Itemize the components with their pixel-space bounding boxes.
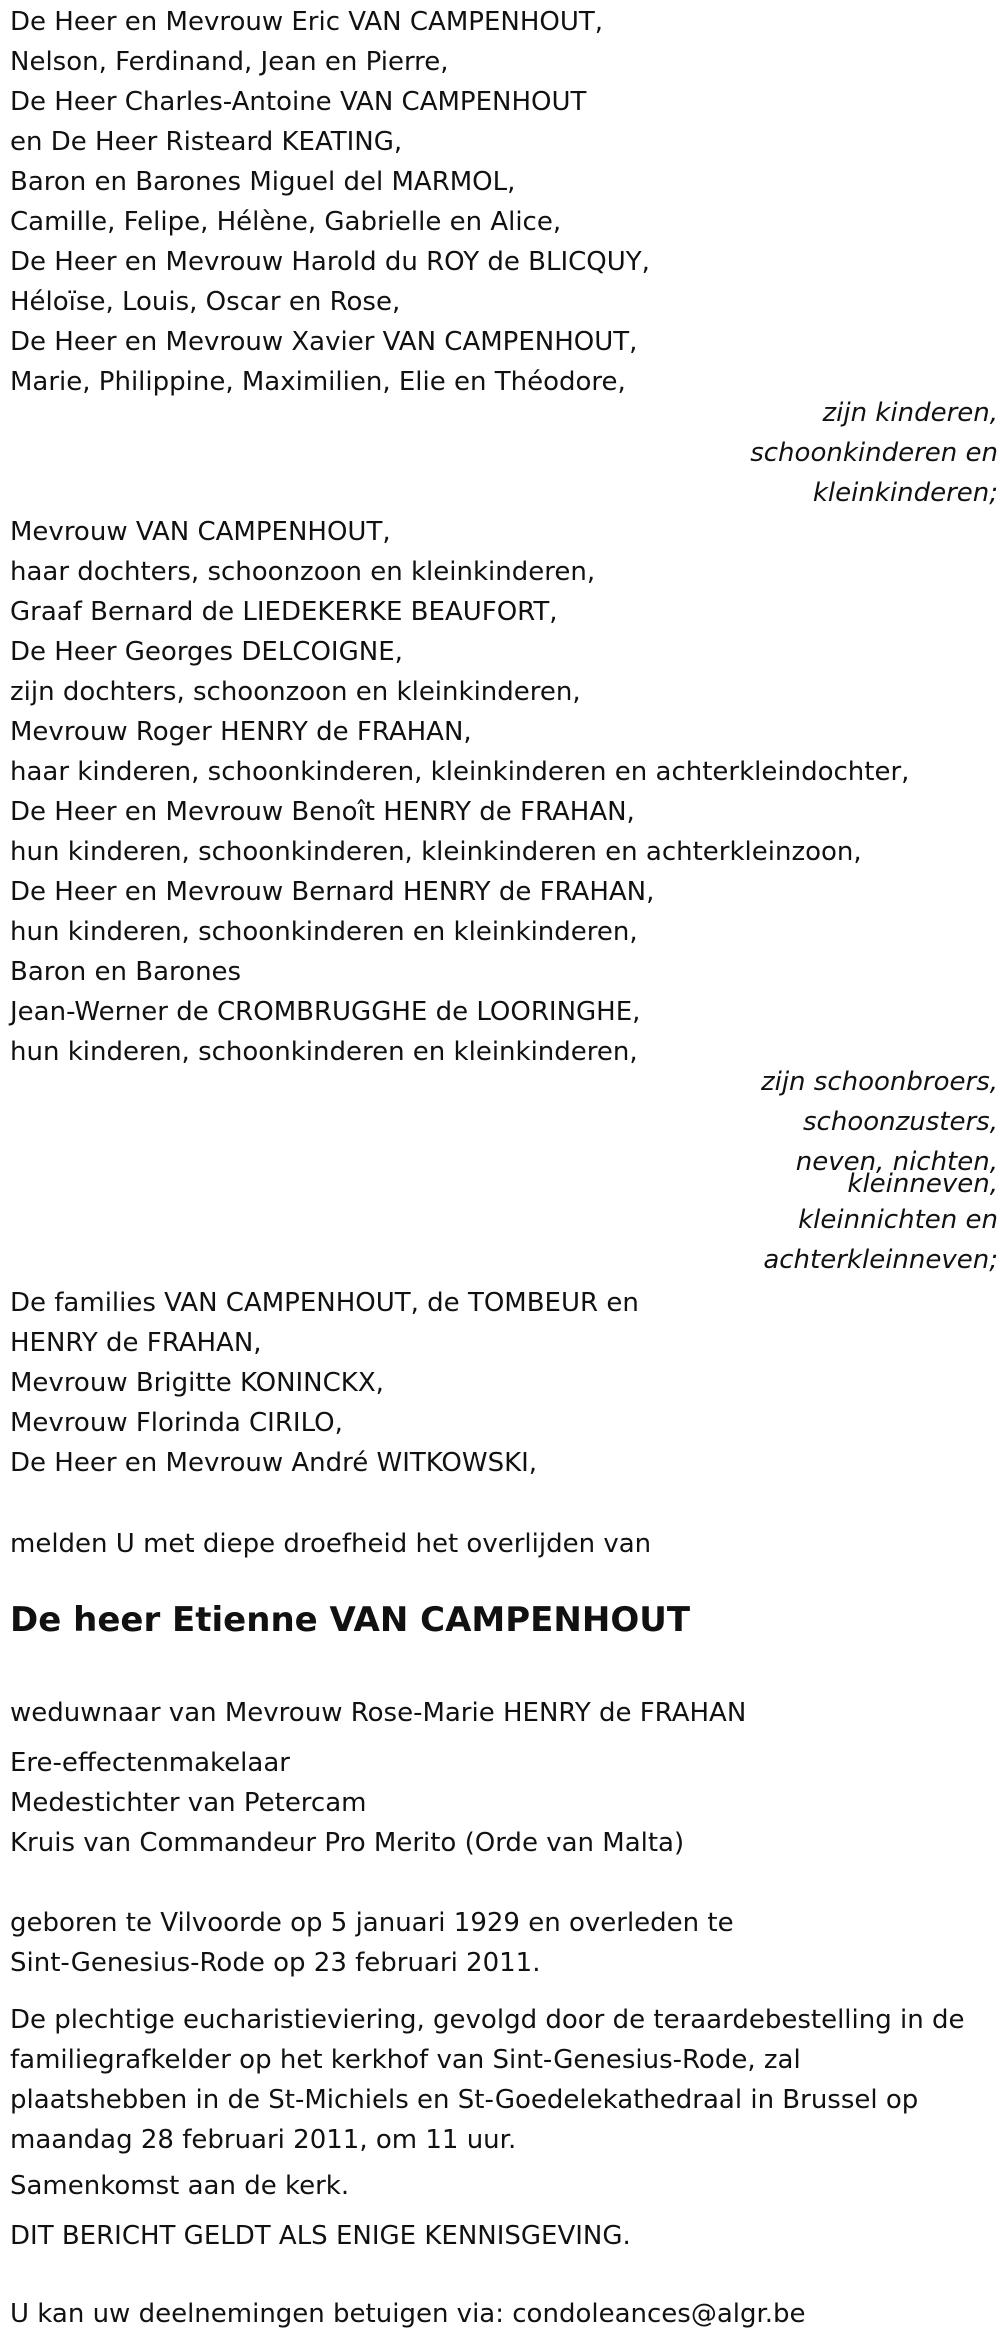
family-line: De Heer en Mevrouw Harold du ROY de BLICQUY, xyxy=(10,247,650,277)
family-line: De Heer en Mevrouw Benoît HENRY de FRAHAN, xyxy=(10,797,635,827)
relation-2 xyxy=(761,1062,998,1280)
relation-line: schoonzusters, xyxy=(803,1107,998,1137)
birth-death-line: geboren te Vilvoorde op 5 januari 1929 en overleden te xyxy=(10,1908,734,1938)
family-line: hun kinderen, schoonkinderen, kleinkinderen en achterkleinzoon, xyxy=(10,837,862,867)
family-line: HENRY de FRAHAN, xyxy=(10,1328,262,1358)
family-line: Baron en Barones xyxy=(10,957,242,987)
gathering: Samenkomst aan de kerk. xyxy=(10,2171,350,2201)
family-line: Marie, Philippine, Maximilien, Elie en Théodore, xyxy=(10,367,626,397)
birth-death-line: Sint-Genesius-Rode op 23 februari 2011. xyxy=(10,1948,541,1978)
family-line: hun kinderen, schoonkinderen en kleinkinderen, xyxy=(10,917,638,947)
ceremony-line: plaatshebben in de St-Michiels en St-Goedelekathedraal in Brussel op xyxy=(10,2085,919,2115)
family-line: Mevrouw Florinda CIRILO, xyxy=(10,1408,343,1438)
relation-line: schoonkinderen en xyxy=(750,438,998,468)
relation-line: kleinkinderen; xyxy=(812,478,998,508)
family-line: Camille, Felipe, Hélène, Gabrielle en Alice, xyxy=(10,207,562,237)
notice: DIT BERICHT GELDT ALS ENIGE KENNISGEVING. xyxy=(10,2221,631,2251)
ceremony-line: familiegrafkelder op het kerkhof van Sint-Genesius-Rode, zal xyxy=(10,2045,801,2075)
family-line: haar kinderen, schoonkinderen, kleinkinderen en achterkleindochter, xyxy=(10,757,910,787)
family-line: Graaf Bernard de LIEDEKERKE BEAUFORT, xyxy=(10,597,558,627)
ceremony-line: maandag 28 februari 2011, om 11 uur. xyxy=(10,2125,517,2155)
relation-line: neven, nichten, xyxy=(795,1147,998,1177)
family-line: De Heer Georges DELCOIGNE, xyxy=(10,637,403,667)
family-line: Mevrouw VAN CAMPENHOUT, xyxy=(10,517,391,547)
ceremony-line: De plechtige eucharistieviering, gevolgd door de teraardebestelling in de xyxy=(10,2005,965,2035)
widower-line: weduwnaar van Mevrouw Rose-Marie HENRY de FRAHAN xyxy=(10,1698,747,1728)
family-line: haar dochters, schoonzoon en kleinkinderen, xyxy=(10,557,596,587)
family-line: zijn dochters, schoonzoon en kleinkinderen, xyxy=(10,677,581,707)
relation-line: zijn schoonbroers, xyxy=(760,1067,998,1097)
family-line: De Heer Charles-Antoine VAN CAMPENHOUT xyxy=(10,87,587,117)
relation-line: kleinnichten en xyxy=(798,1205,998,1235)
announcement: melden U met diepe droefheid het overlijden van xyxy=(10,1529,652,1559)
family-group-1 xyxy=(10,2,650,402)
family-line: De Heer en Mevrouw Eric VAN CAMPENHOUT, xyxy=(10,7,604,37)
family-line: Nelson, Ferdinand, Jean en Pierre, xyxy=(10,47,449,77)
deceased-name: De heer Etienne VAN CAMPENHOUT xyxy=(10,1600,691,1640)
family-group-2 xyxy=(10,512,909,1072)
birth-death xyxy=(10,1903,734,1983)
family-line: Héloïse, Louis, Oscar en Rose, xyxy=(10,287,401,317)
family-line: Baron en Barones Miguel del MARMOL, xyxy=(10,167,516,197)
family-line: De Heer en Mevrouw Bernard HENRY de FRAHAN, xyxy=(10,877,655,907)
ceremony xyxy=(10,2000,964,2160)
condolences-email[interactable]: condoleances@algr.be xyxy=(512,2299,806,2329)
family-group-3 xyxy=(10,1283,639,1483)
title-line: Medestichter van Petercam xyxy=(10,1788,367,1818)
family-line: hun kinderen, schoonkinderen en kleinkinderen, xyxy=(10,1037,638,1067)
title-line: Kruis van Commandeur Pro Merito (Orde van Malta) xyxy=(10,1828,685,1858)
relation-line: kleinneven, xyxy=(847,1169,998,1199)
relation-line: zijn kinderen, xyxy=(822,398,998,428)
family-line: Mevrouw Brigitte KONINCKX, xyxy=(10,1368,384,1398)
family-line: De families VAN CAMPENHOUT, de TOMBEUR en xyxy=(10,1288,639,1318)
titles-list xyxy=(10,1743,684,1863)
condolences-text: U kan uw deelnemingen betuigen via: xyxy=(10,2299,513,2329)
family-line: en De Heer Risteard KEATING, xyxy=(10,127,403,157)
relation-1 xyxy=(750,393,998,513)
family-line: De Heer en Mevrouw Xavier VAN CAMPENHOUT, xyxy=(10,327,638,357)
title-line: Ere-effectenmakelaar xyxy=(10,1748,290,1778)
condolences xyxy=(10,2294,806,2334)
family-line: De Heer en Mevrouw André WITKOWSKI, xyxy=(10,1448,538,1478)
family-line: Jean-Werner de CROMBRUGGHE de LOORINGHE, xyxy=(10,997,641,1027)
family-line: Mevrouw Roger HENRY de FRAHAN, xyxy=(10,717,472,747)
relation-line: achterkleinneven; xyxy=(763,1245,998,1275)
